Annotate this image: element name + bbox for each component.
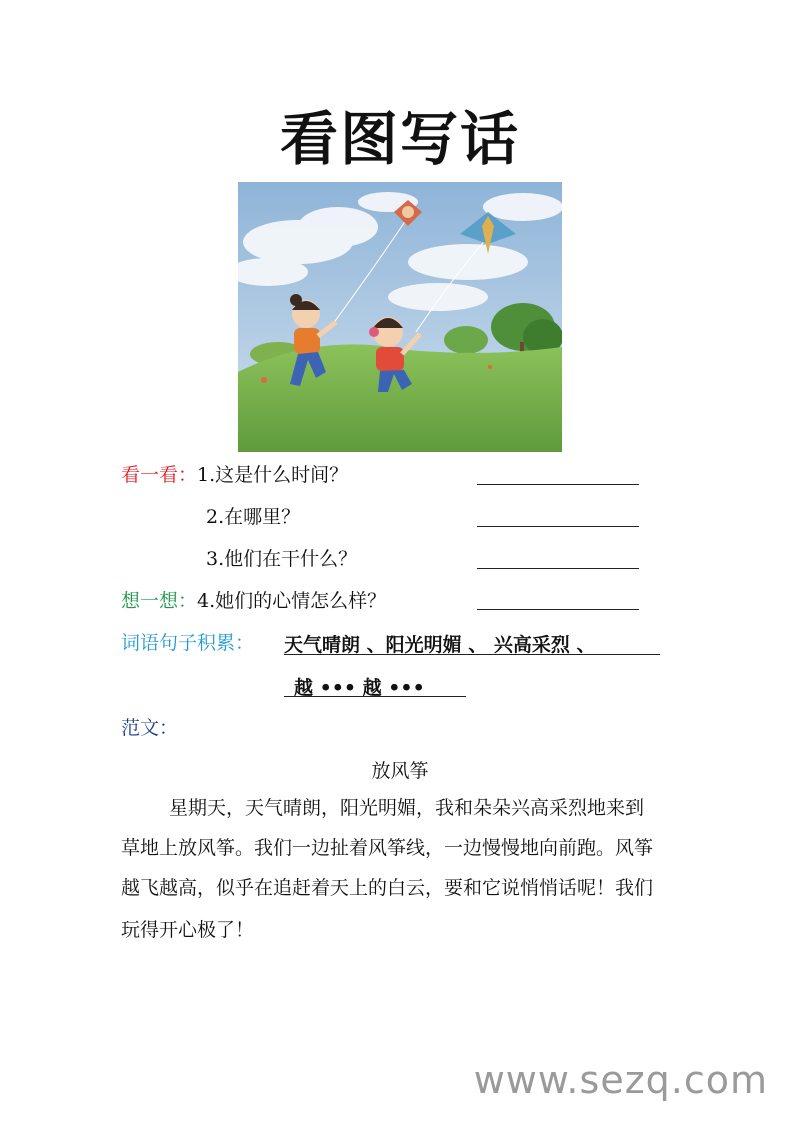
vocab-line-2: 越 ••• 越 ••• (284, 673, 466, 697)
page-title: 看图写话 (279, 105, 520, 173)
question-text: 1.这是什么时间？ (197, 464, 349, 486)
answer-blank[interactable] (477, 609, 639, 610)
question-row (121, 588, 386, 614)
essay-line: 草地上放风筝。我们一边扯着风筝线，一边慢慢地向前跑。风筝 (121, 837, 654, 859)
essay-line: 星期天，天气晴朗，阳光明媚，我和朵朵兴高采烈地来到 (169, 797, 645, 819)
answer-blank[interactable] (477, 568, 639, 569)
question-row (206, 546, 357, 572)
essay-title: 放风筝 (371, 760, 429, 782)
think-label: 想一想： (121, 590, 198, 612)
kite-flying-illustration (238, 182, 562, 452)
essay-line: 玩得开心极了！ (121, 919, 255, 941)
answer-blank[interactable] (477, 526, 639, 527)
vocab-line-1: 天气晴朗 、阳光明媚 、 兴高采烈 、 (284, 630, 660, 655)
question-row (206, 504, 300, 530)
essay-line: 越飞越高，似乎在追赶着天上的白云，要和它说悄悄话呢！我们 (121, 877, 654, 899)
flower (488, 365, 492, 369)
flower (261, 377, 267, 383)
question-text: 3.他们在干什么？ (206, 548, 358, 570)
watermark: www.sezq.com (473, 1058, 768, 1102)
vocab-label: 词语句子积累： (121, 632, 255, 654)
answer-blank[interactable] (477, 484, 639, 485)
question-row (121, 462, 348, 488)
question-text: 4.她们的心情怎么样？ (197, 590, 387, 612)
essay-label: 范文： (121, 717, 179, 739)
question-text: 2.在哪里？ (206, 506, 301, 528)
look-label: 看一看： (121, 464, 198, 486)
